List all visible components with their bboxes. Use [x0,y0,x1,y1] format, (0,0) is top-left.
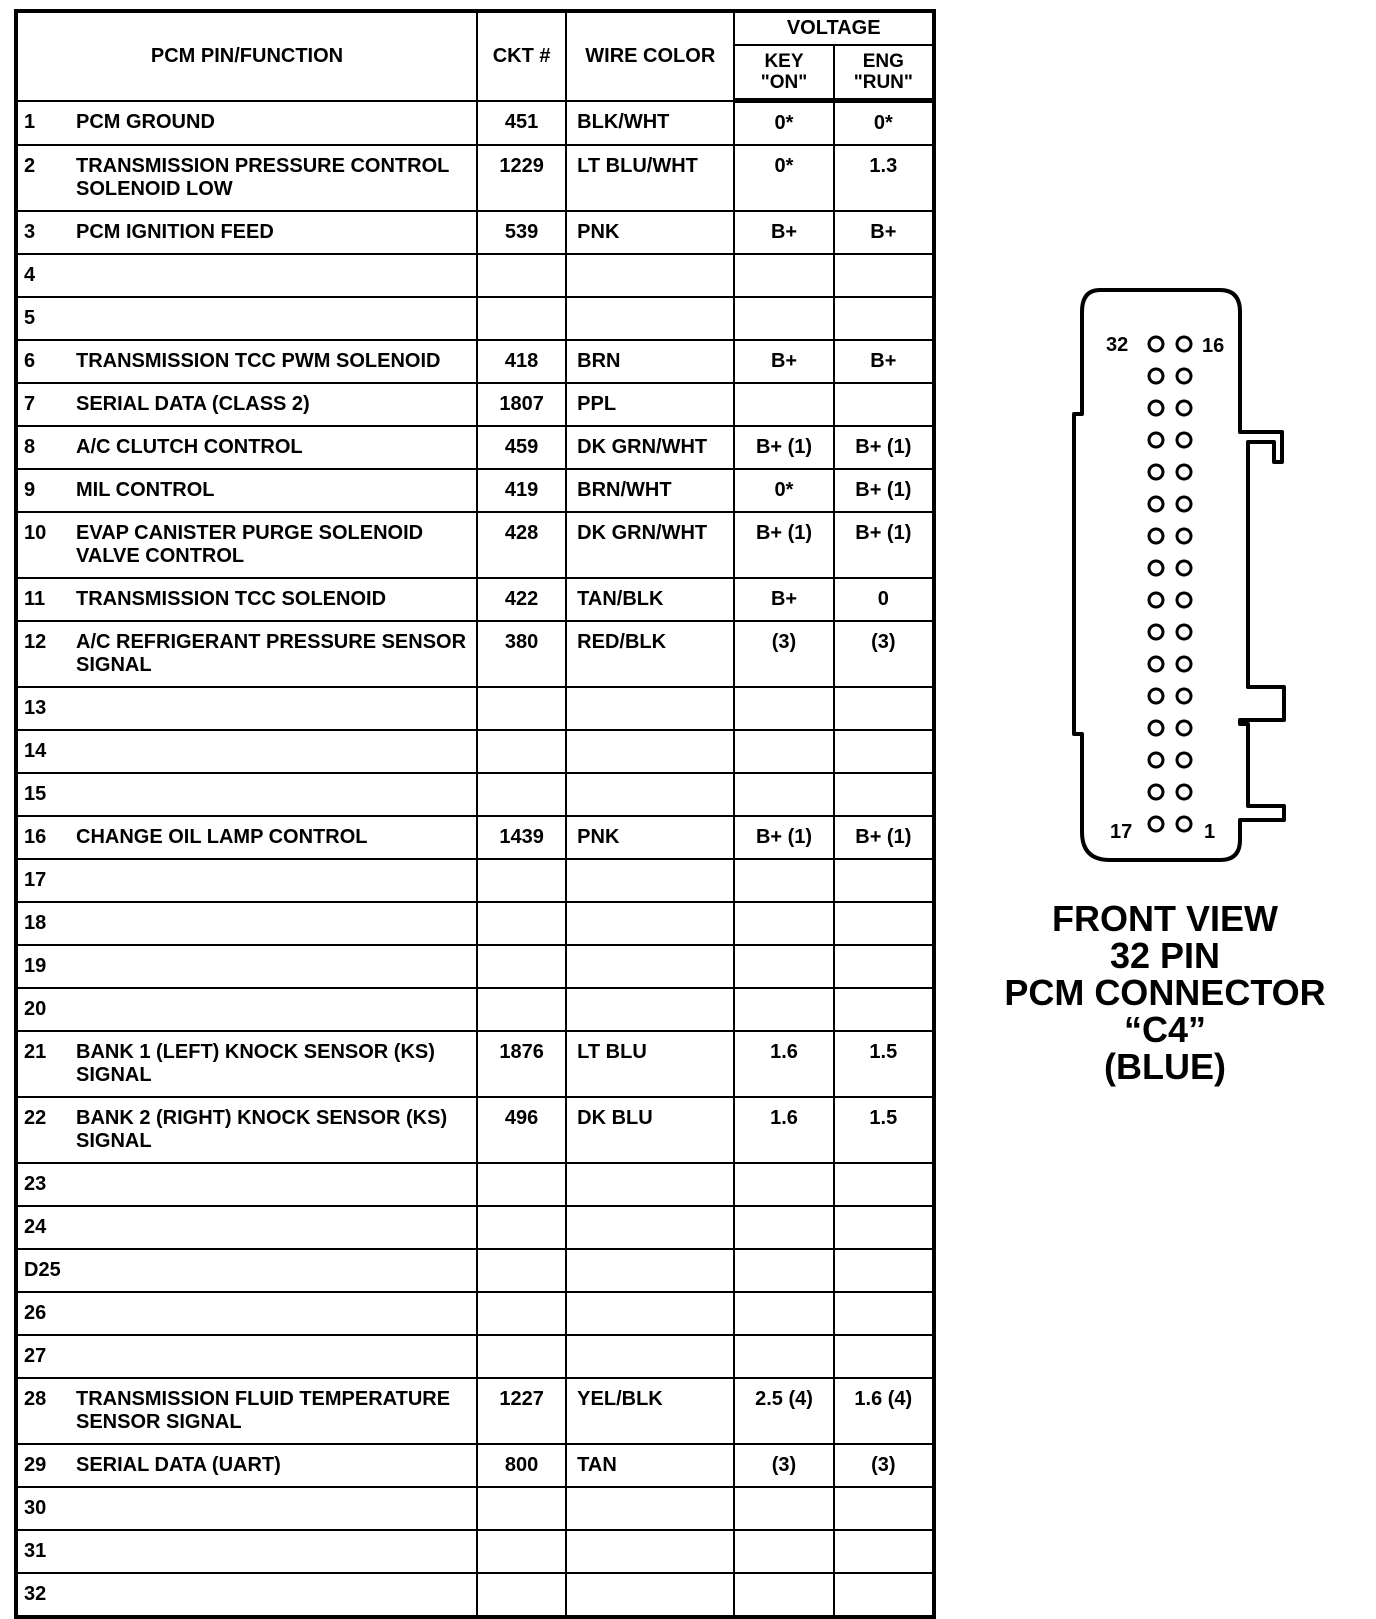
wire-color: DK BLU [566,1097,734,1163]
pin-number: 29 [24,1454,47,1476]
circuit-number [477,945,566,988]
pin-function-cell [16,1031,477,1097]
wire-color [566,859,734,902]
pin-hole [1149,625,1163,639]
pin-number: 10 [24,522,47,544]
voltage-key-on: 2.5 (4) [734,1378,833,1444]
pin-hole [1177,785,1191,799]
table-row [16,383,934,426]
table-row [16,988,934,1031]
pin-function-cell [16,945,477,988]
pin-hole [1177,625,1191,639]
voltage-key-on [734,1335,833,1378]
pin-function: PCM IGNITION FEED [76,221,274,243]
wire-color: TAN [566,1444,734,1487]
voltage-eng-run [834,254,934,297]
pin-number: 2 [24,155,36,177]
pin-function-cell [16,1378,477,1444]
pin-function-cell [16,512,477,578]
pin-number: 17 [24,869,47,891]
table-row [16,687,934,730]
pin-function: A/C CLUTCH CONTROL [76,436,303,458]
wire-color [566,1335,734,1378]
voltage-eng-run: 0* [834,101,934,146]
wire-color [566,1206,734,1249]
voltage-key-on [734,1573,833,1617]
pin-function: TRANSMISSION TCC PWM SOLENOID [76,350,441,372]
pin-number: 19 [24,955,47,977]
circuit-number: 451 [477,101,566,146]
pin-function-cell [16,730,477,773]
voltage-key-on: B+ [734,578,833,621]
voltage-key-on: 1.6 [734,1031,833,1097]
circuit-number: 539 [477,211,566,254]
wire-color: YEL/BLK [566,1378,734,1444]
header-eng-run-line2: "RUN" [853,72,913,93]
voltage-eng-run [834,1530,934,1573]
pin-number: 14 [24,740,47,762]
table-row [16,1573,934,1617]
voltage-key-on: 0* [734,469,833,512]
circuit-number: 1439 [477,816,566,859]
wire-color: DK GRN/WHT [566,512,734,578]
pin-label-17: 17 [1110,821,1133,843]
circuit-number: 419 [477,469,566,512]
circuit-number: 428 [477,512,566,578]
pin-number: 23 [24,1173,47,1195]
circuit-number [477,1530,566,1573]
wire-color: LT BLU [566,1031,734,1097]
wire-color [566,902,734,945]
header-key-on-line1: KEY [764,51,804,72]
voltage-key-on: 1.6 [734,1097,833,1163]
circuit-number [477,1487,566,1530]
pin-hole [1177,561,1191,575]
voltage-eng-run [834,1163,934,1206]
pin-hole [1149,561,1163,575]
wire-color [566,945,734,988]
pin-hole [1177,689,1191,703]
circuit-number: 459 [477,426,566,469]
pin-hole [1149,465,1163,479]
circuit-number [477,902,566,945]
voltage-key-on [734,859,833,902]
pin-number: 31 [24,1540,47,1562]
voltage-key-on: B+ [734,340,833,383]
caption-line-c4: “C4” [1123,1009,1207,1050]
pin-number: D25 [24,1259,61,1281]
voltage-eng-run: (3) [834,1444,934,1487]
voltage-eng-run [834,773,934,816]
wire-color [566,1530,734,1573]
pin-function-cell [16,297,477,340]
pin-function-cell [16,1097,477,1163]
wire-color: BLK/WHT [566,101,734,146]
voltage-eng-run: 1.6 (4) [834,1378,934,1444]
pin-function-cell [16,773,477,816]
wire-color [566,1487,734,1530]
circuit-number [477,773,566,816]
circuit-number: 496 [477,1097,566,1163]
table-row [16,1163,934,1206]
voltage-key-on: B+ (1) [734,426,833,469]
pin-function: TRANSMISSION TCC SOLENOID [76,588,387,610]
pin-label-32: 32 [1106,334,1129,356]
voltage-key-on [734,988,833,1031]
voltage-eng-run: 1.5 [834,1097,934,1163]
circuit-number [477,254,566,297]
voltage-eng-run [834,945,934,988]
voltage-key-on [734,687,833,730]
pin-hole [1149,497,1163,511]
voltage-eng-run: B+ [834,340,934,383]
wire-color: BRN/WHT [566,469,734,512]
circuit-number [477,1573,566,1617]
pin-function-cell [16,578,477,621]
pin-number: 28 [24,1388,47,1410]
pin-hole [1177,369,1191,383]
table-row [16,816,934,859]
voltage-eng-run [834,1206,934,1249]
circuit-number: 1876 [477,1031,566,1097]
pin-number: 18 [24,912,47,934]
pin-function-cell [16,621,477,687]
pin-hole [1149,721,1163,735]
voltage-eng-run [834,1249,934,1292]
caption-line-pin-count: 32 PIN [1109,935,1221,976]
voltage-key-on: B+ [734,211,833,254]
header-ckt: CKT # [477,11,566,101]
voltage-eng-run: B+ (1) [834,512,934,578]
voltage-eng-run [834,902,934,945]
voltage-key-on: 0* [734,145,833,211]
pin-hole [1177,593,1191,607]
pin-function: BANK 2 (RIGHT) KNOCK SENSOR (KS) SIGNAL [76,1107,448,1152]
circuit-number [477,859,566,902]
pin-hole [1149,337,1163,351]
voltage-key-on [734,1163,833,1206]
table-row [16,902,934,945]
header-pin-function: PCM PIN/FUNCTION [16,11,477,101]
pin-function-cell [16,469,477,512]
pin-function-cell [16,1163,477,1206]
pin-number: 5 [24,307,36,329]
pin-number: 7 [24,393,36,415]
table-row [16,1031,934,1097]
pin-function-cell [16,426,477,469]
pin-hole [1149,529,1163,543]
voltage-eng-run [834,383,934,426]
circuit-number [477,1206,566,1249]
voltage-key-on [734,730,833,773]
wire-color [566,1573,734,1617]
caption-line-front-view: FRONT VIEW [1052,898,1278,939]
pin-function-cell [16,1292,477,1335]
circuit-number [477,1292,566,1335]
pin-function: TRANSMISSION FLUID TEMPERATURE SENSOR SIGNAL [76,1388,451,1433]
circuit-number [477,297,566,340]
voltage-key-on [734,297,833,340]
pin-number: 20 [24,998,47,1020]
pin-hole [1149,369,1163,383]
pin-number: 8 [24,436,36,458]
voltage-eng-run [834,1335,934,1378]
pin-hole [1177,657,1191,671]
voltage-eng-run: 1.3 [834,145,934,211]
voltage-key-on: (3) [734,1444,833,1487]
table-row [16,426,934,469]
voltage-key-on [734,1530,833,1573]
circuit-number [477,1163,566,1206]
voltage-key-on [734,1292,833,1335]
pin-function-cell [16,1335,477,1378]
pin-number: 22 [24,1107,47,1129]
connector-outline [1074,290,1284,860]
header-eng-run-line1: ENG [862,51,904,72]
circuit-number [477,988,566,1031]
header-voltage: VOLTAGE [734,11,934,45]
voltage-eng-run: B+ (1) [834,816,934,859]
table-row [16,297,934,340]
pin-number: 24 [24,1216,47,1238]
pin-function-cell [16,816,477,859]
wire-color [566,730,734,773]
pin-function-cell [16,1573,477,1617]
wire-color: TAN/BLK [566,578,734,621]
voltage-eng-run [834,1573,934,1617]
pin-function: SERIAL DATA (CLASS 2) [76,393,310,415]
wire-color [566,254,734,297]
pin-holes [1149,337,1191,831]
wire-color: RED/BLK [566,621,734,687]
pin-number: 27 [24,1345,47,1367]
pin-hole [1177,817,1191,831]
pin-number: 1 [24,110,36,133]
pin-hole [1149,657,1163,671]
pin-function-cell [16,101,477,146]
voltage-eng-run: (3) [834,621,934,687]
circuit-number: 422 [477,578,566,621]
pin-number: 32 [24,1583,47,1605]
pin-function-cell [16,211,477,254]
pin-hole [1177,721,1191,735]
header-wire-color: WIRE COLOR [566,11,734,101]
pin-number: 9 [24,479,36,501]
wire-color [566,773,734,816]
voltage-key-on [734,1249,833,1292]
table-row [16,211,934,254]
table-row [16,1444,934,1487]
pin-function-cell [16,254,477,297]
circuit-number [477,1335,566,1378]
connector-caption [995,900,1335,1085]
circuit-number: 800 [477,1444,566,1487]
voltage-eng-run [834,859,934,902]
wire-color: LT BLU/WHT [566,145,734,211]
voltage-eng-run: B+ (1) [834,426,934,469]
circuit-number: 1807 [477,383,566,426]
voltage-key-on [734,1487,833,1530]
pin-hole [1149,817,1163,831]
pin-function: A/C REFRIGERANT PRESSURE SENSOR SIGNAL [76,631,467,676]
pin-number: 4 [24,264,36,286]
pin-hole [1177,497,1191,511]
wire-color [566,1292,734,1335]
circuit-number [477,687,566,730]
pin-function-cell [16,859,477,902]
wire-color [566,687,734,730]
pin-function: EVAP CANISTER PURGE SOLENOID VALVE CONTROL [76,522,424,567]
wire-color [566,1163,734,1206]
table-row [16,145,934,211]
wire-color [566,297,734,340]
table-row [16,730,934,773]
table-row [16,512,934,578]
pin-hole [1177,337,1191,351]
voltage-key-on: B+ (1) [734,816,833,859]
voltage-key-on [734,773,833,816]
table-row [16,621,934,687]
pin-hole [1149,593,1163,607]
circuit-number [477,1249,566,1292]
table-row [16,1249,934,1292]
pin-hole [1177,465,1191,479]
pcm-pin-table [14,9,936,1619]
pin-number: 26 [24,1302,47,1324]
pin-function-cell [16,383,477,426]
pin-function: PCM GROUND [76,110,215,133]
caption-line-connector: PCM CONNECTOR [1004,972,1326,1013]
pin-number: 15 [24,783,47,805]
pin-hole [1177,529,1191,543]
wire-color: PNK [566,211,734,254]
circuit-number [477,730,566,773]
pin-hole [1149,401,1163,415]
table-row [16,101,934,146]
table-row [16,469,934,512]
pin-function-cell [16,902,477,945]
wire-color [566,1249,734,1292]
pcm-connector-diagram [1070,282,1300,868]
circuit-number: 1229 [477,145,566,211]
pin-number: 6 [24,350,36,372]
pin-function-cell [16,1530,477,1573]
wire-color: BRN [566,340,734,383]
caption-line-color: (BLUE) [1104,1046,1226,1087]
voltage-key-on: 0* [734,101,833,146]
voltage-key-on [734,902,833,945]
circuit-number: 1227 [477,1378,566,1444]
pin-function-cell [16,988,477,1031]
table-row [16,1530,934,1573]
wire-color: PNK [566,816,734,859]
voltage-eng-run: B+ [834,211,934,254]
pin-function: SERIAL DATA (UART) [76,1454,281,1476]
table-row [16,1487,934,1530]
table-row [16,578,934,621]
pin-function-cell [16,145,477,211]
pin-hole [1149,689,1163,703]
pin-function-cell [16,1487,477,1530]
voltage-eng-run [834,1487,934,1530]
pin-function-cell [16,1444,477,1487]
voltage-eng-run: 0 [834,578,934,621]
table-row [16,773,934,816]
table-row [16,1206,934,1249]
voltage-eng-run [834,297,934,340]
pin-hole [1149,785,1163,799]
voltage-eng-run: B+ (1) [834,469,934,512]
voltage-eng-run [834,1292,934,1335]
pin-hole [1149,753,1163,767]
voltage-key-on: B+ (1) [734,512,833,578]
voltage-key-on [734,1206,833,1249]
voltage-eng-run [834,687,934,730]
pin-function-cell [16,1206,477,1249]
pin-function: CHANGE OIL LAMP CONTROL [76,826,368,848]
pin-rows [16,101,934,1618]
pin-hole [1177,401,1191,415]
table-row [16,945,934,988]
header-key-on-line2: "ON" [760,72,808,93]
pin-hole [1177,753,1191,767]
voltage-key-on: (3) [734,621,833,687]
table-row [16,254,934,297]
header-eng-run [834,45,934,101]
pin-hole [1149,433,1163,447]
pin-number: 21 [24,1041,47,1063]
pin-label-16: 16 [1202,335,1225,357]
pin-function: BANK 1 (LEFT) KNOCK SENSOR (KS) SIGNAL [76,1041,435,1086]
pin-number: 16 [24,826,47,848]
voltage-key-on [734,383,833,426]
pin-function-cell [16,340,477,383]
wire-color: PPL [566,383,734,426]
table-row [16,1292,934,1335]
table-row [16,1378,934,1444]
pin-function: MIL CONTROL [76,479,215,501]
header-key-on [734,45,833,101]
circuit-number: 418 [477,340,566,383]
pin-number: 12 [24,631,47,653]
pin-number: 13 [24,697,47,719]
pin-number: 30 [24,1497,47,1519]
voltage-key-on [734,254,833,297]
pin-label-1: 1 [1204,821,1216,843]
voltage-eng-run [834,988,934,1031]
voltage-eng-run [834,730,934,773]
pin-number: 11 [24,588,46,610]
wire-color [566,988,734,1031]
pin-function-cell [16,687,477,730]
table-row [16,1097,934,1163]
pin-function-cell [16,1249,477,1292]
voltage-key-on [734,945,833,988]
wire-color: DK GRN/WHT [566,426,734,469]
pin-hole [1177,433,1191,447]
pin-number: 3 [24,221,36,243]
table-row [16,340,934,383]
table-row [16,859,934,902]
table-row [16,1335,934,1378]
voltage-eng-run: 1.5 [834,1031,934,1097]
pin-function: TRANSMISSION PRESSURE CONTROL SOLENOID LOW [76,155,449,200]
circuit-number: 380 [477,621,566,687]
